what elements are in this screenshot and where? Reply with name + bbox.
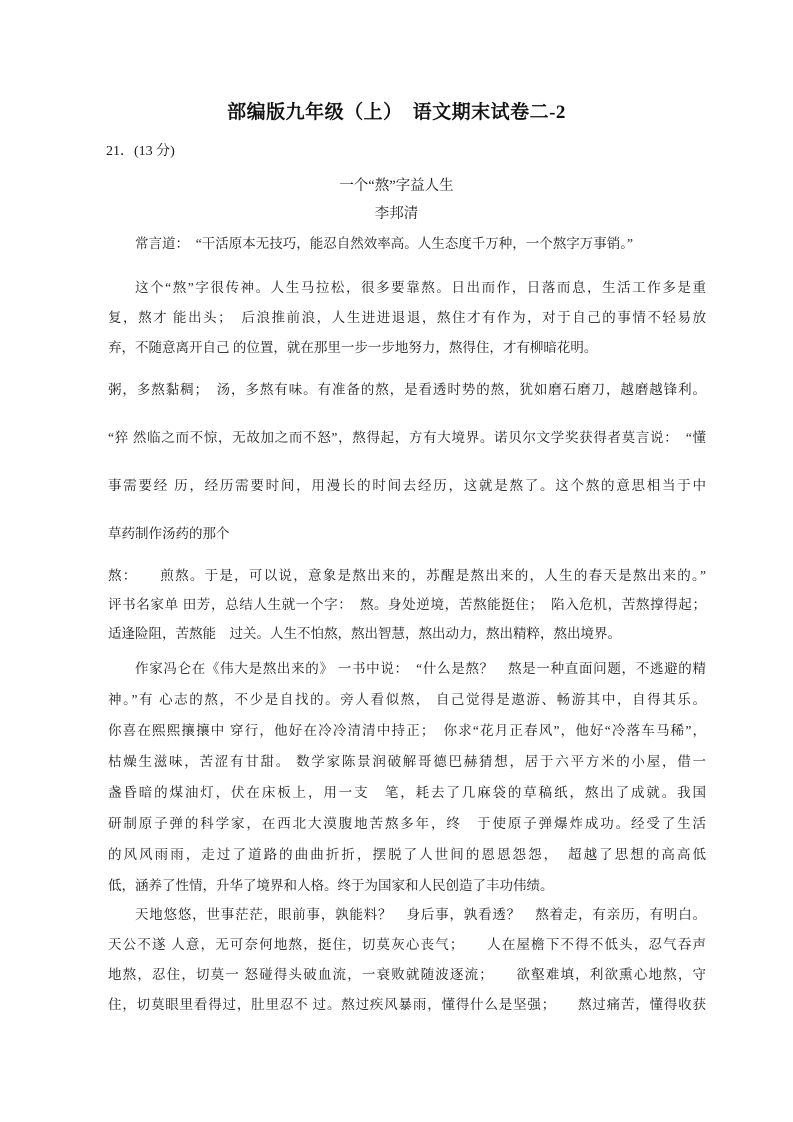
paragraph-jian-ao — [108, 561, 706, 648]
text-line: 盏昏暗的煤油灯，伏在床板上，用一支 笔，耗去了几麻袋的草稿纸，熬出了成就。我国 — [108, 785, 706, 800]
text-line: 事需要经 历，经历需要时间，用漫长的时间去经历，这就是熬了。这个熬的意思相当于中 — [108, 478, 706, 493]
text-line: 粥，多熬黏稠； 汤，多熬有味。有准备的熬，是看透时势的熬，犹如磨石磨刀，越磨越锋利。 — [108, 382, 706, 397]
paragraph-intro-quote — [108, 229, 706, 259]
page-title: 部编版九年级（上） 语文期末试卷二-2 — [227, 102, 566, 123]
text-line: 评书名家单 田芳，总结人生就一个字： 熬。身处逆境，苦熬能挺住； 陷入危机，苦熬撑得起； — [108, 597, 706, 612]
paragraph-zhou-tang — [108, 366, 706, 558]
text-line: 你喜在熙熙攘攘中 穿行，他好在冷冷清清中持正； 你求“花月正春风”，他好“冷落车马稀”， — [108, 723, 706, 738]
text-line: 这个“熬”字很传神。人生马拉松，很多要靠熬。日出而作，日落而息，生活工作多是重 — [135, 280, 706, 295]
text-line: “猝 然临之而不惊，无故加之而不怒”，熬得起，方有大境界。诺贝尔文学奖获得者莫言说： “懂 — [108, 430, 706, 445]
text-line: 的风风雨雨，走过了道路的曲曲折折，摆脱了人世间的恩恩怨怨， 超越了思想的高高低 — [108, 847, 706, 862]
text-line: 适逢险阻，苦熬能 过关。人生不怕熬，熬出智慧，熬出动力，熬出精粹，熬出境界。 — [108, 626, 621, 641]
essay-title: 一个“熬”字益人生 — [339, 178, 454, 194]
text-line: 草药制作汤药的那个 — [108, 526, 230, 541]
text-line: 弃，不随意离开自己 的位置，就在那里一步一步地努力，熬得住，才有柳暗花明。 — [108, 340, 598, 355]
text-line: 天公不遂 人意，无可奈何地熬，挺住，切莫灰心丧气； 人在屋檐下不得不低头，忍气吞声 — [108, 937, 706, 952]
text-line: 地熬，忍住，切莫一 怒碰得头破血流，一衰败就随波逐流； 欲壑难填，利欲熏心地熬，守 — [108, 967, 706, 982]
paragraph-fenglun — [108, 653, 706, 901]
question-number: 21．(13 分) — [106, 144, 175, 159]
text-line: 低，涵养了性情，升华了境界和人格。终于为国家和人民创造了丰功伟绩。 — [108, 878, 554, 893]
text-line: 天地悠悠，世事茫茫，眼前事，孰能料？ 身后事，孰看透？ 熬着走，有亲历，有明白。 — [135, 907, 706, 922]
text-line: 神。”有 心志的熬，不少是自找的。旁人看似熬， 自己觉得是遨游、畅游其中，自得其乐。 — [108, 692, 706, 707]
text-line: 常言道： “干活原本无技巧，能忍自然效率高。人生态度千万种，一个熬字万事销。” — [135, 236, 633, 251]
text-line: 作家冯仑在《伟大是熬出来的》 一书中说： “什么是熬？ 熬是一种直面问题，不逃避的精 — [135, 661, 706, 676]
text-line: 住，切莫眼里看得过，肚里忍不 过。熬过疾风暴雨，懂得什么是坚强； 熬过痛苦，懂得收获 — [108, 997, 706, 1012]
text-line: 复，熬才 能出头； 后浪推前浪，人生进进退退，熬住才有作为，对于自己的事情不轻易放 — [108, 310, 706, 325]
text-line: 研制原子弹的科学家，在西北大漠腹地苦熬多年，终 于使原子弹爆炸成功。经受了生活 — [108, 816, 706, 831]
essay-author: 李邦清 — [374, 206, 419, 222]
paragraph-ao-chuanshen — [108, 273, 706, 363]
text-line: 枯燥生滋味，苦涩有甘甜。 数学家陈景润破解哥德巴赫猜想，居于六平方米的小屋，借一 — [108, 754, 706, 769]
text-line: 熬： 煎熬。于是，可以说，意象是熬出来的，苏醒是熬出来的，人生的春天是熬出来的。” — [108, 568, 706, 583]
paragraph-tiandi — [108, 900, 706, 1020]
